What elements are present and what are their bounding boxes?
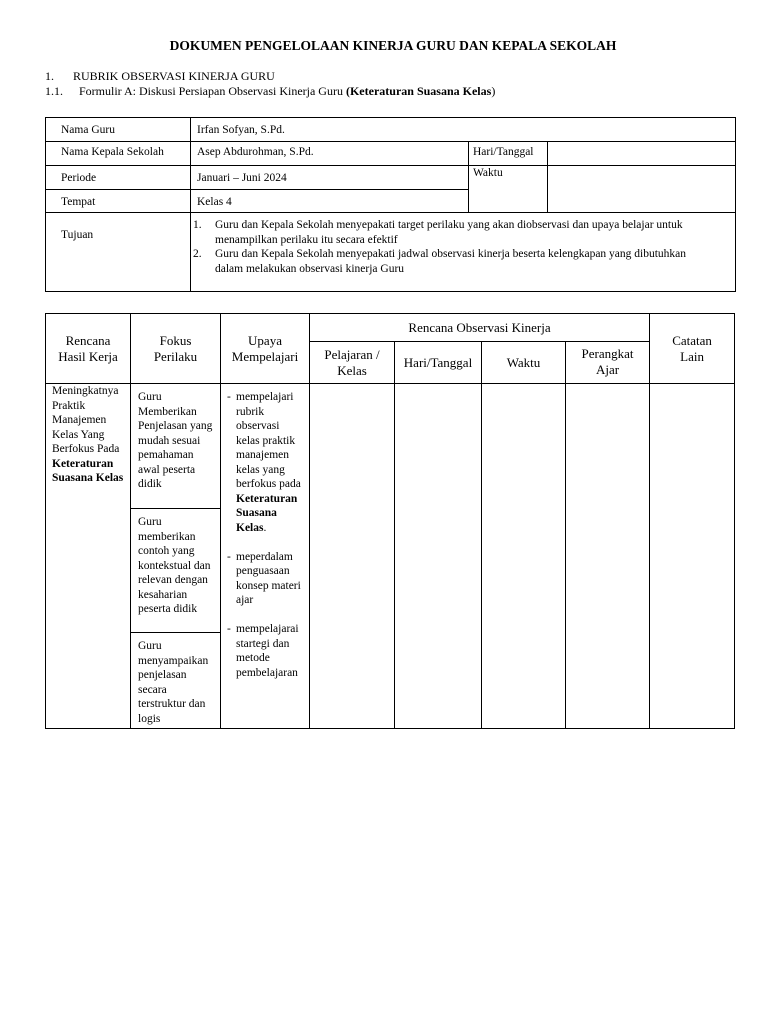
section-heading-1-1: [45, 84, 495, 99]
fokus-perilaku-cell: [131, 384, 221, 729]
header-perangkat-ajar: Perangkat Ajar: [566, 342, 650, 384]
upaya-item: [227, 622, 305, 680]
upaya-period: .: [263, 521, 267, 534]
upaya-item: [227, 550, 305, 608]
tempat-label: Tempat: [46, 190, 191, 213]
fokus-item: Guru Memberikan Penjelasan yang mudah sesuai pemahaman awal peserta didik: [131, 384, 220, 509]
waktu-cell: [482, 384, 566, 729]
tujuan-item: [193, 218, 715, 247]
tujuan-item-number: 1.: [193, 219, 202, 231]
section-number: 1.: [45, 69, 54, 83]
header-rencana-hasil-kerja: Rencana Hasil Kerja: [46, 314, 131, 384]
info-row-tujuan: [46, 213, 736, 292]
upaya-text: meperdalam penguasaan konsep materi ajar: [236, 550, 301, 606]
upaya-item: [227, 390, 305, 535]
upaya-dash: -: [227, 550, 231, 563]
tujuan-item: [193, 247, 715, 276]
header-waktu: Waktu: [482, 342, 566, 384]
fokus-item: Guru menyampaikan penjelasan secara terstruktur dan logis: [138, 640, 209, 725]
tujuan-item-text: Guru dan Kepala Sekolah menyepakati target perilaku yang akan diobservasi dan upaya belajar untuk menampilkan perilaku itu secara efektif: [215, 219, 683, 246]
upaya-dash: -: [227, 623, 231, 635]
kepala-sekolah-label: Nama Kepala Sekolah: [46, 142, 191, 166]
tujuan-item-text: Guru dan Kepala Sekolah menyepakati jadwal observasi kinerja beserta kelengkapan yang dibutuhkan dalam melakukan observasi kinerja Guru: [215, 248, 687, 275]
tujuan-list: [193, 218, 715, 276]
tempat-value: Kelas 4: [191, 190, 469, 213]
nama-guru-label: Nama Guru: [46, 118, 191, 142]
plan-header-row: [46, 314, 735, 342]
tujuan-value: [191, 213, 736, 292]
header-hari-tanggal: Hari/Tanggal: [395, 342, 482, 384]
upaya-focus: Keteraturan Suasana Kelas: [236, 492, 298, 534]
info-row-periode: [46, 166, 736, 190]
rhk-text: Meningkatnya Praktik Manajemen Kelas Yang Berfokus Pada: [52, 385, 120, 455]
hari-tanggal-cell: [395, 384, 482, 729]
fokus-item: Guru memberikan contoh yang kontekstual dan relevan dengan kesaharian peserta didik: [131, 509, 220, 633]
waktu-label: Waktu: [469, 166, 548, 213]
upaya-text: mempelajari rubrik observasi kelas praktik manajemen kelas yang berfokus pada: [236, 391, 301, 490]
info-row-kepala-sekolah: [46, 142, 736, 166]
header-fokus-perilaku: Fokus Perilaku: [131, 314, 221, 384]
subsection-title: Formulir A: Diskusi Persiapan Observasi Kinerja Guru: [79, 84, 343, 98]
periode-value: Januari – Juni 2024: [191, 166, 469, 190]
upaya-dash: -: [227, 391, 231, 403]
header-upaya-mempelajari: Upaya Mempelajari: [221, 314, 310, 384]
info-row-nama-guru: [46, 118, 736, 142]
subsection-number: 1.1.: [45, 84, 63, 98]
upaya-mempelajari-cell: [221, 384, 310, 729]
tujuan-item-number: 2.: [193, 248, 202, 260]
rhk-focus: Keteraturan Suasana Kelas: [52, 457, 124, 484]
plan-body-row: [46, 384, 735, 729]
plan-table: [45, 313, 735, 729]
periode-label: Periode: [46, 166, 191, 190]
section-heading-1: [45, 69, 275, 84]
waktu-value: [548, 166, 736, 213]
header-pelajaran-kelas: Pelajaran / Kelas: [310, 342, 395, 384]
upaya-spacer: [227, 535, 305, 550]
document-title: DOKUMEN PENGELOLAAN KINERJA GURU DAN KEPALA SEKOLAH: [169, 38, 617, 53]
subsection-focus: (Keteraturan Suasana Kelas: [345, 84, 492, 98]
info-table: [45, 117, 736, 292]
hari-tanggal-label: Hari/Tanggal: [469, 142, 548, 166]
section-title: RUBRIK OBSERVASI KINERJA GURU: [73, 69, 275, 83]
nama-guru-value: Irfan Sofyan, S.Pd.: [191, 118, 736, 142]
subsection-close-paren: ): [491, 84, 496, 98]
header-rencana-observasi: Rencana Observasi Kinerja: [310, 314, 650, 342]
perangkat-ajar-cell: [566, 384, 650, 729]
tujuan-label: Tujuan: [46, 213, 191, 292]
pelajaran-kelas-cell: [310, 384, 395, 729]
hari-tanggal-value: [548, 142, 736, 166]
header-catatan-lain: Catatan Lain: [650, 314, 735, 384]
upaya-spacer: [227, 608, 305, 623]
catatan-lain-cell: [650, 384, 735, 729]
upaya-text: mempelajarai startegi dan metode pembelajaran: [236, 623, 299, 679]
rencana-hasil-kerja-cell: [46, 384, 131, 729]
kepala-sekolah-value: Asep Abdurohman, S.Pd.: [191, 142, 469, 166]
